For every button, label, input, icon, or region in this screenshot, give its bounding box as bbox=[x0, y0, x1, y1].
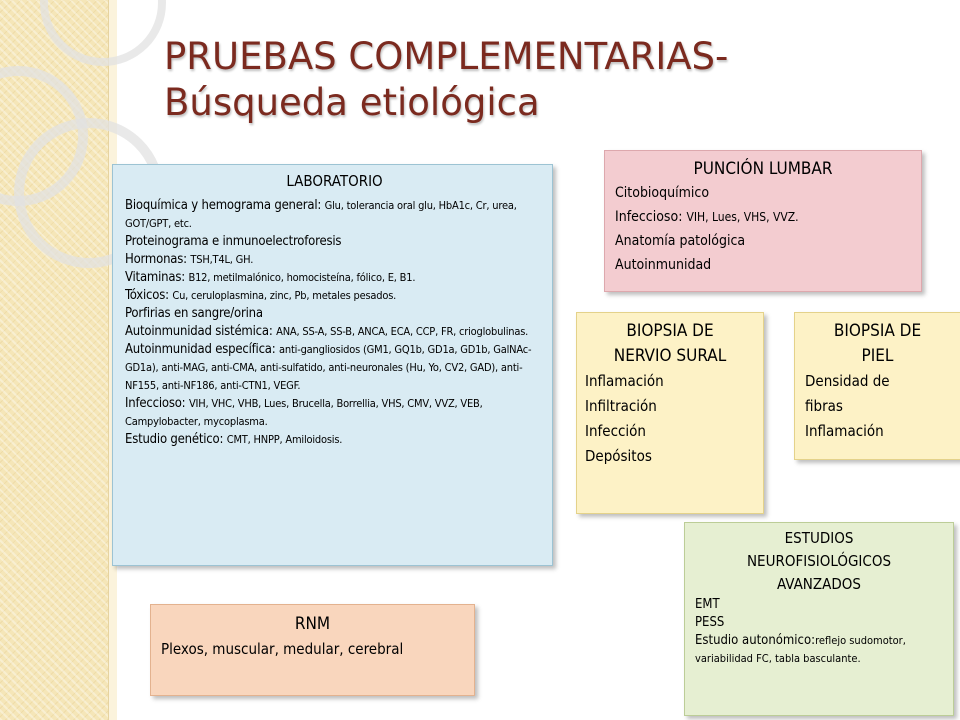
lab-item: Tóxicos: Cu, ceruloplasmina, zinc, Pb, metales pesados. bbox=[125, 288, 397, 303]
biopsia-nervio-heading: BIOPSIA DE NERVIO SURAL bbox=[613, 321, 727, 366]
lumbar-item: Infeccioso: VIH, Lues, VHS, VVZ. bbox=[615, 209, 799, 225]
biopsia-nervio-box bbox=[576, 312, 764, 514]
biopsia-piel-box bbox=[794, 312, 960, 460]
neuro-item: PESS bbox=[695, 615, 725, 630]
lab-item: Infeccioso: VIH, VHC, VHB, Lues, Brucella, Borrellia, VHS, CMV, VVZ, VEB, Campylobacter, mycoplasma. bbox=[125, 396, 483, 428]
lumbar-item: Citobioquímico bbox=[615, 185, 710, 201]
puncion-lumbar-box bbox=[604, 150, 922, 292]
slide-title bbox=[164, 34, 924, 126]
laboratorio-box bbox=[112, 164, 553, 566]
puncion-lumbar-heading: PUNCIÓN LUMBAR bbox=[693, 159, 833, 179]
nervio-item: Inflamación bbox=[585, 372, 664, 390]
piel-item: Densidad de bbox=[805, 372, 890, 390]
title-line-1: PRUEBAS COMPLEMENTARIAS- bbox=[164, 35, 729, 78]
lab-item: Autoinmunidad sistémica: ANA, SS-A, SS-B, ANCA, ECA, CCP, FR, crioglobulinas. bbox=[125, 324, 529, 339]
lab-item: Porfirias en sangre/orina bbox=[125, 306, 263, 321]
lab-item: Bioquímica y hemograma general: Glu, tolerancia oral glu, HbA1c, Cr, urea, GOT/GPT, etc. bbox=[125, 198, 517, 230]
lumbar-item: Anatomía patológica bbox=[615, 233, 746, 249]
lab-item: Vitaminas: B12, metilmalónico, homocisteína, fólico, E, B1. bbox=[125, 270, 416, 285]
neuro-item: Estudio autonómico:reflejo sudomotor, variabilidad FC, tabla basculante. bbox=[695, 633, 906, 665]
rnm-heading: RNM bbox=[294, 614, 331, 634]
lab-item: Autoinmunidad específica: anti-gangliosidos (GM1, GQ1b, GD1a, GD1b, GalNAc-GD1a), anti-MAG, anti-CMA, anti-sulfatido, anti-neuronales (Hu, Yo, CV2, GAD), anti-NF155, anti-NF186, anti-CTN1, VEGF. bbox=[125, 342, 532, 392]
nervio-item: Depósitos bbox=[585, 447, 652, 465]
lab-item: Estudio genético: CMT, HNPP, Amiloidosis. bbox=[125, 432, 343, 447]
lumbar-item: Autoinmunidad bbox=[615, 257, 712, 273]
lab-item: Hormonas: TSH,T4L, GH. bbox=[125, 252, 254, 267]
neuro-item: EMT bbox=[695, 597, 720, 612]
piel-item: fibras bbox=[805, 397, 843, 415]
neurofisiologicos-heading: ESTUDIOS NEUROFISIOLÓGICOS AVANZADOS bbox=[746, 529, 892, 593]
biopsia-piel-heading: BIOPSIA DE PIEL bbox=[833, 321, 922, 366]
rnm-text: Plexos, muscular, medular, cerebral bbox=[161, 640, 404, 658]
lab-item: Proteinograma e inmunoelectroforesis bbox=[125, 234, 342, 249]
laboratorio-heading: LABORATORIO bbox=[286, 172, 383, 190]
nervio-item: Infiltración bbox=[585, 397, 657, 415]
neurofisiologicos-box bbox=[684, 522, 954, 716]
rnm-box bbox=[150, 604, 475, 696]
piel-item: Inflamación bbox=[805, 422, 884, 440]
nervio-item: Infección bbox=[585, 422, 646, 440]
title-line-2: Búsqueda etiológica bbox=[164, 81, 540, 124]
